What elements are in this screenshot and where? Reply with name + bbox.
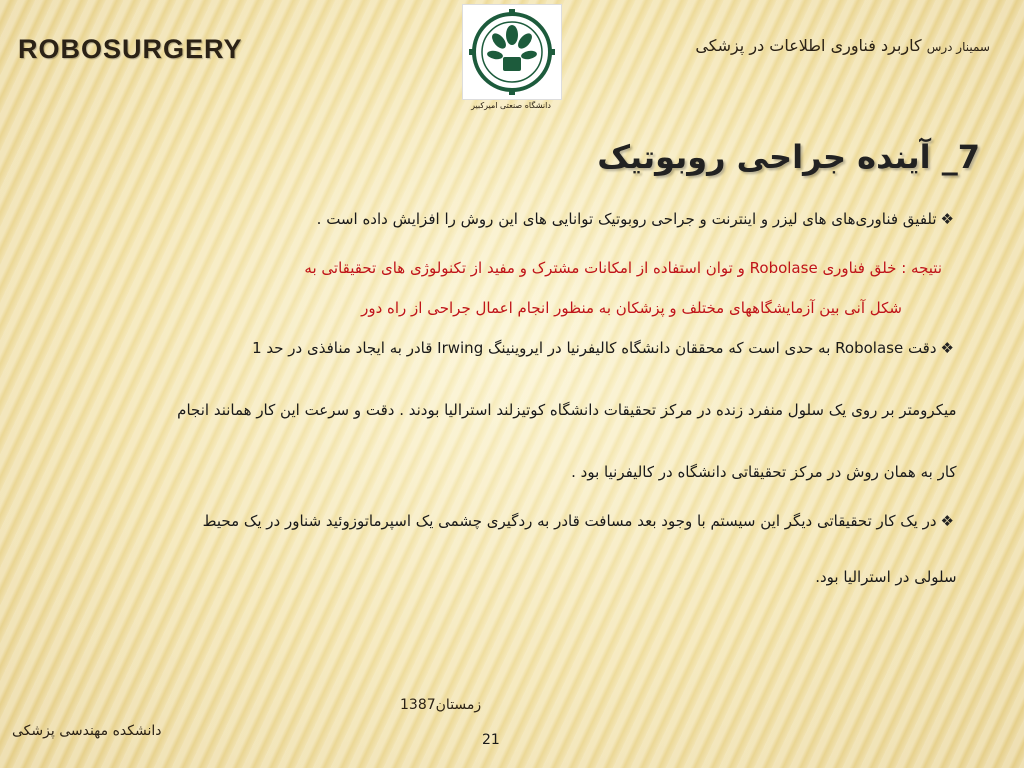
slide-title: 7_ آینده جراحی روبوتیک xyxy=(597,138,980,176)
conclusion-line: نتیجه : خلق فناوری Robolase و توان استفاده از امکانات مشترک و مفید از تکنولوژی های تحقیقاتی به xyxy=(304,259,942,277)
bullet-text xyxy=(202,512,957,586)
conclusion-line: شکل آنی بین آزمایشگاههای مختلف و پزشکان به منظور انجام اعمال جراحی از راه دور xyxy=(361,299,902,317)
university-logo-emblem xyxy=(463,5,561,99)
bullet-line: تلفیق فناوری‌های های لیزر و اینترنت و جراحی روبوتیک توانایی های این روش را افزایش داده است . xyxy=(316,210,937,228)
bullet-text xyxy=(177,338,957,482)
seminar-prefix: سمینار درس xyxy=(926,40,990,54)
university-logo xyxy=(462,4,562,100)
page-number: 21 xyxy=(482,732,500,748)
diamond-bullet-icon: ❖ xyxy=(940,339,954,357)
diamond-bullet-icon: ❖ xyxy=(940,512,954,530)
footer-department: دانشکده مهندسی پزشکی xyxy=(12,723,162,739)
presentation-title: ROBOSURGERY xyxy=(18,34,243,64)
seminar-title: کاربرد فناوری اطلاعات در پزشکی xyxy=(695,36,922,55)
footer-date: زمستان1387 xyxy=(400,697,482,713)
bullet-line: کار به همان روش در مرکز تحقیقاتی دانشگاه در کالیفرنیا بود . xyxy=(571,463,957,481)
bullet-line: میکرومتر بر روی یک سلول منفرد زنده در مرکز تحقیقات دانشگاه کوتیزلند استرالیا بودند . دقت و سرعت این کار همانند انجام xyxy=(177,401,957,419)
bullet-line: سلولی در استرالیا بود. xyxy=(815,568,957,586)
bullet-item xyxy=(44,338,957,482)
bullet-text xyxy=(317,210,937,228)
bullet-line: دقت Robolase به حدی است که محققان دانشگاه کالیفرنیا در ایروینینگ Irwing قادر به ایجاد منافذی در حد 1 xyxy=(252,339,937,357)
seminar-header xyxy=(695,36,990,55)
bullet-item xyxy=(44,210,954,228)
logo-caption: دانشگاه صنعتی امیرکبیر xyxy=(471,101,551,110)
diamond-bullet-icon: ❖ xyxy=(940,210,954,228)
conclusion-block xyxy=(44,248,942,328)
bullet-item xyxy=(44,512,957,586)
bullet-line: در یک کار تحقیقاتی دیگر این سیستم با وجود بعد مسافت قادر به ردگیری چشمی یک اسپرماتوزوئید شناور در یک محیط xyxy=(202,512,937,530)
slide-body xyxy=(44,210,957,586)
